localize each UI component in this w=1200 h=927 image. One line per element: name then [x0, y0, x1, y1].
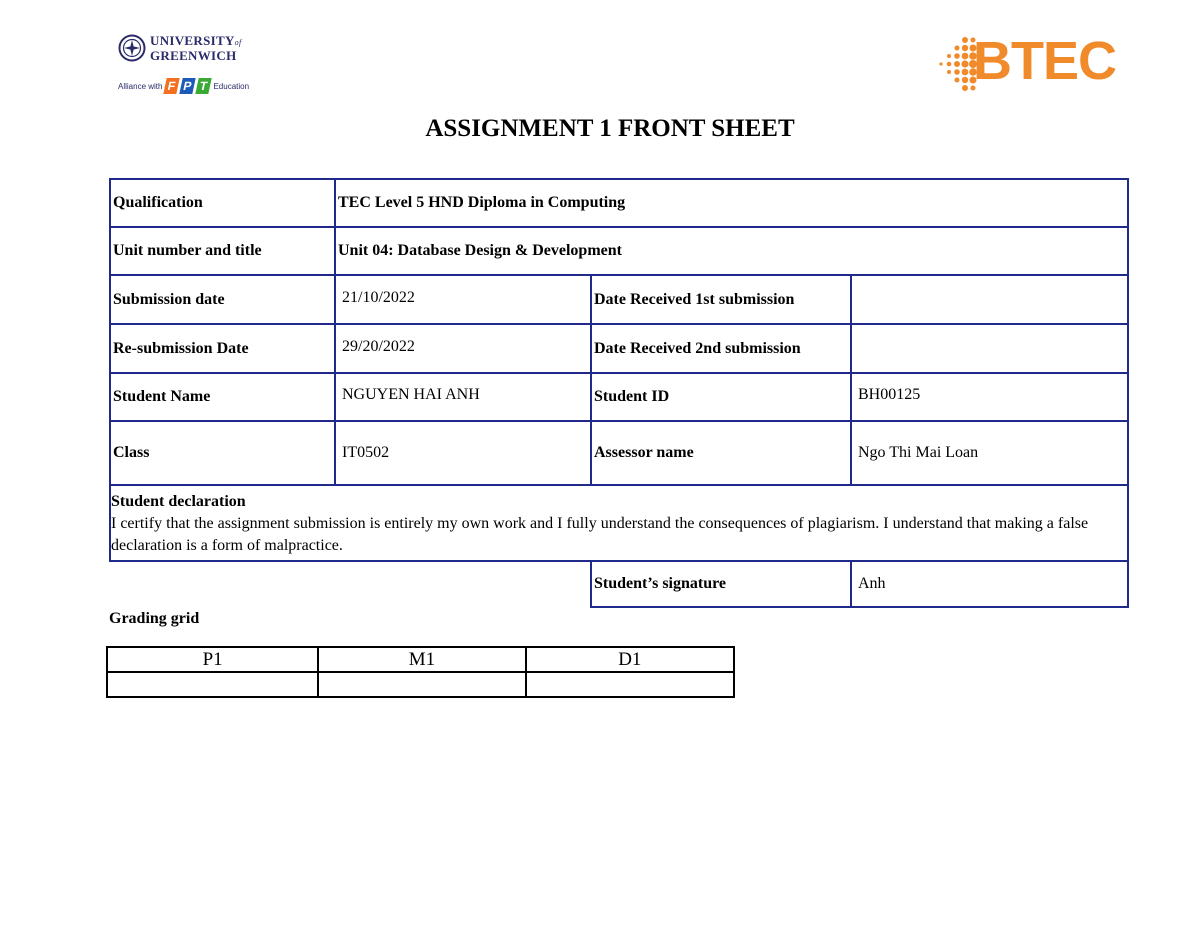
date-received-2-value: [856, 325, 1126, 372]
grading-grid-title: Grading grid: [109, 610, 200, 627]
student-declaration-text: I certify that the assignment submission is entirely my own work and I fully understand the consequences of plagiarism. I understand that making a false declaration is a form of malpractice.: [111, 515, 1089, 554]
table-border-right: [1127, 178, 1129, 608]
btec-wordmark: BTEC: [973, 31, 1116, 91]
unit-label: Unit number and title: [113, 242, 262, 259]
grading-value-p1: [107, 672, 318, 697]
submission-date-value: 21/10/2022: [342, 288, 415, 306]
class-value: IT0502: [342, 444, 390, 461]
date-received-1-label: Date Received 1st submission: [594, 290, 795, 308]
greenwich-crest-icon: [118, 34, 146, 62]
fpt-letter-p: P: [180, 78, 196, 94]
qualification-label: Qualification: [113, 194, 203, 211]
education-text: Education: [213, 81, 250, 91]
date-received-2-label: Date Received 2nd submission: [594, 339, 801, 357]
assessor-name-label: Assessor name: [594, 444, 694, 461]
student-id-value: BH00125: [858, 386, 921, 403]
grading-header-p1: P1: [107, 647, 318, 672]
student-id-label: Student ID: [594, 388, 670, 405]
student-name-label: Student Name: [113, 388, 211, 405]
university-name: [150, 34, 241, 62]
alliance-text: Alliance with: [118, 81, 163, 91]
fpt-letter-f: F: [164, 78, 180, 94]
student-signature-value: Anh: [858, 575, 886, 592]
university-line1: UNIVERSITY: [150, 33, 235, 48]
student-declaration-title: Student declaration: [111, 493, 246, 510]
grading-header-d1: D1: [526, 647, 734, 672]
grading-value-d1: [526, 672, 734, 697]
submission-date-label: Submission date: [113, 290, 225, 308]
date-received-1-value: [856, 276, 1126, 323]
resubmission-date-label: Re-submission Date: [113, 339, 249, 357]
signature-border-bottom: [590, 606, 1129, 608]
assessor-name-value: Ngo Thi Mai Loan: [858, 444, 979, 461]
fpt-alliance-line: [118, 76, 249, 96]
class-label: Class: [113, 444, 150, 461]
grading-header-row: [107, 647, 734, 672]
page-title: ASSIGNMENT 1 FRONT SHEET: [425, 115, 795, 142]
grading-value-row: [107, 672, 734, 697]
grading-header-m1: M1: [318, 647, 525, 672]
grading-grid: [106, 646, 735, 698]
btec-logo: [935, 31, 1125, 96]
university-of-greenwich-logo: [118, 32, 258, 94]
table-row-divider: [109, 484, 1129, 486]
student-signature-label: Student’s signature: [594, 575, 727, 592]
qualification-value: TEC Level 5 HND Diploma in Computing: [338, 194, 626, 211]
fpt-letter-t: T: [196, 78, 212, 94]
grading-value-m1: [318, 672, 525, 697]
student-name-value: NGUYEN HAI ANH: [342, 386, 480, 403]
table-column-divider: [850, 274, 852, 486]
university-line2: GREENWICH: [150, 48, 237, 63]
resubmission-date-value: 29/20/2022: [342, 337, 415, 355]
university-of: of: [234, 38, 242, 47]
unit-value: Unit 04: Database Design & Development: [338, 242, 622, 259]
signature-column-divider: [850, 560, 852, 608]
